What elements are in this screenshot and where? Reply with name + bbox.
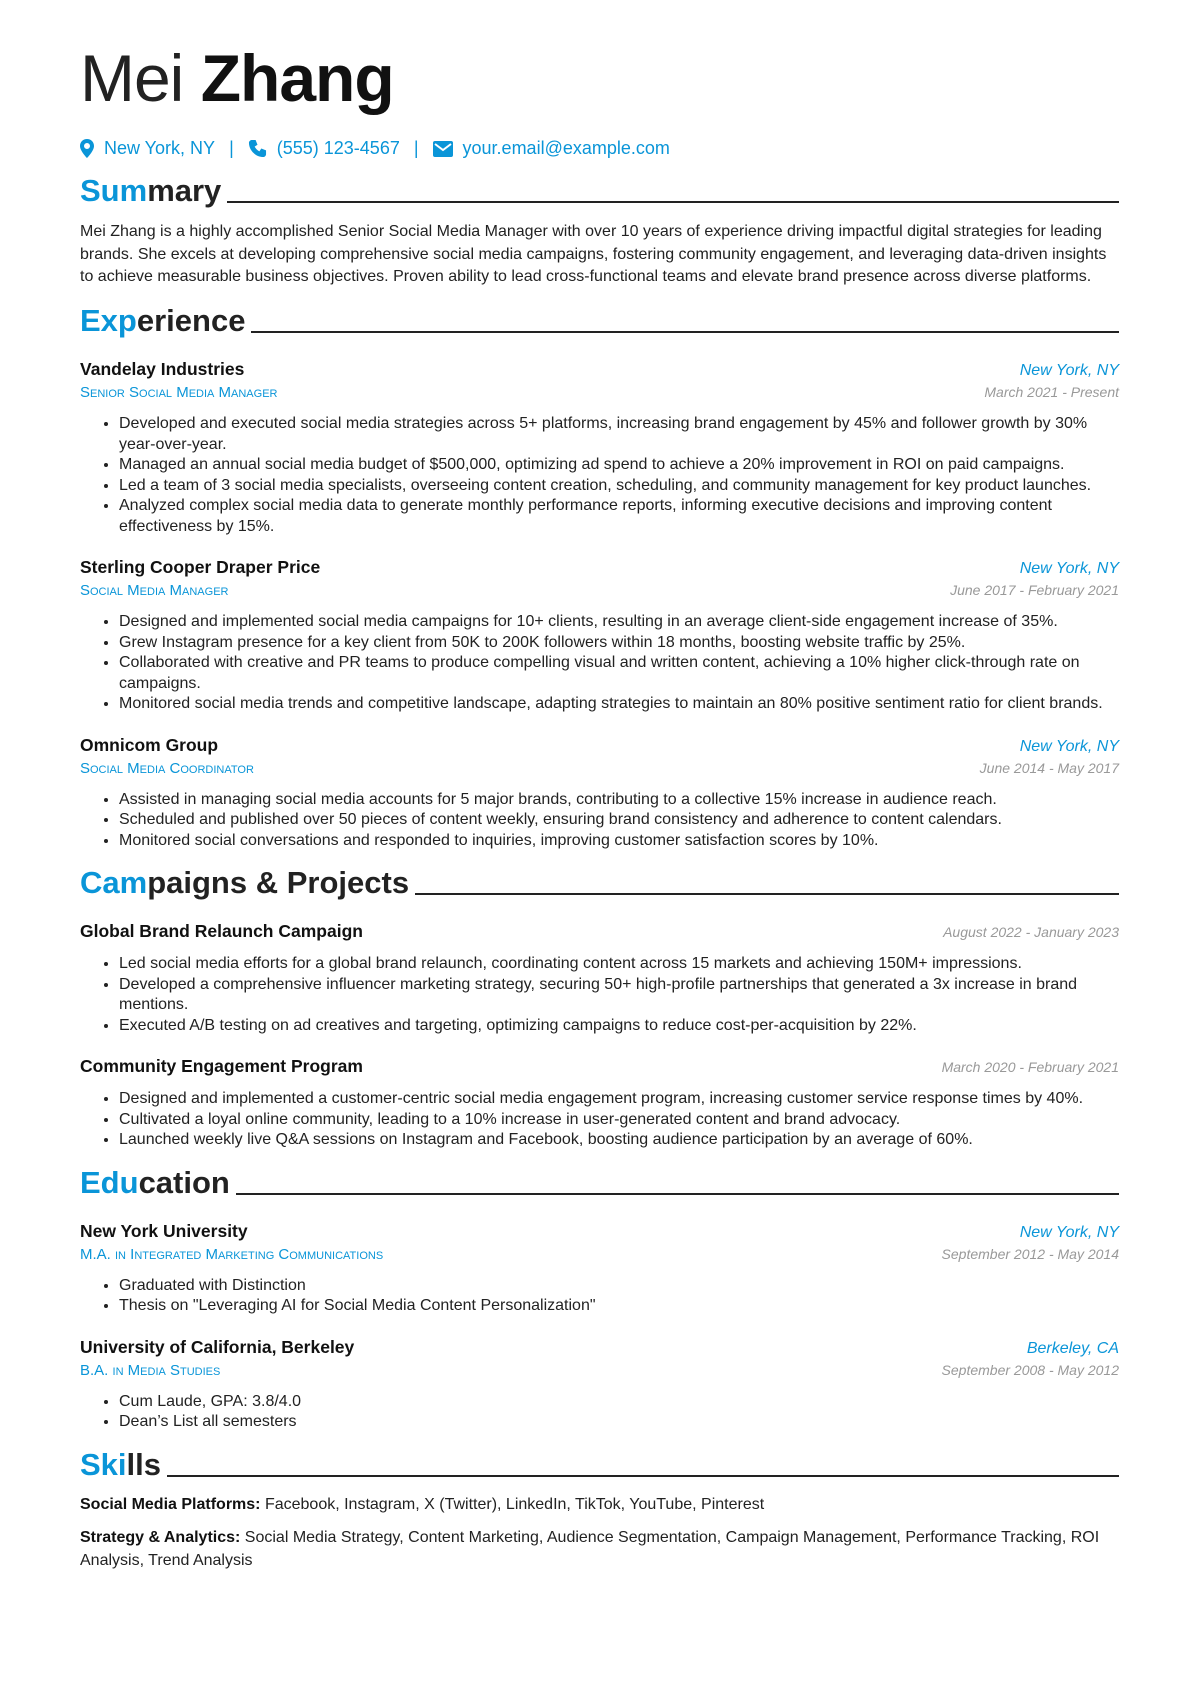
divider bbox=[251, 331, 1119, 333]
bullet-item: • Developed and executed social media strategies across 5+ platforms, increasing brand engagement by 45% and follower growth by 30% year-over-year. bbox=[119, 414, 1119, 455]
contact-location: New York, NY bbox=[104, 138, 216, 158]
bullet-item: • Cum Laude, GPA: 3.8/4.0 bbox=[119, 1392, 1119, 1413]
bullet-list bbox=[80, 1392, 1119, 1433]
summary-text: Mei Zhang is a highly accomplished Senior Social Media Manager with over 10 years of experience driving impactful digital strategies for leading brands. She excels at developing comprehensive social media campaigns, fostering community engagement, and leveraging data-driven insights to achieve measurable business objectives. Proven ability to lead cross-functional teams and elevate brand presence across diverse platforms. bbox=[80, 223, 1107, 286]
bullet-item: • Developed a comprehensive influencer marketing strategy, securing 50+ high-profile partnerships that generated a 3x increase in brand mentions. bbox=[119, 975, 1119, 1016]
bullet-item: • Led social media efforts for a global brand relaunch, coordinating content across 15 markets and achieving 150M+ impressions. bbox=[119, 954, 1119, 975]
bullet-list bbox=[80, 790, 1119, 852]
bullet-item: • Scheduled and published over 50 pieces of content weekly, ensuring brand consistency and adherence to content calendars. bbox=[119, 810, 1119, 831]
entry-date: August 2022 - January 2023 bbox=[943, 924, 1119, 941]
bullet-item: • Assisted in managing social media accounts for 5 major brands, contributing to a collective 15% increase in audience reach. bbox=[119, 790, 1119, 811]
skill-value: Facebook, Instagram, X (Twitter), LinkedIn, TikTok, YouTube, Pinterest bbox=[264, 1495, 765, 1513]
divider bbox=[167, 1475, 1119, 1477]
bullet-list bbox=[80, 612, 1119, 715]
entry-title: Omnicom Group bbox=[80, 734, 219, 755]
entry bbox=[80, 357, 1119, 537]
bullet-item: • Launched weekly live Q&A sessions on Instagram and Facebook, boosting audience participation by an average of 60%. bbox=[119, 1130, 1119, 1151]
entry bbox=[80, 919, 1119, 1036]
skill-label: Strategy & Analytics: bbox=[80, 1528, 241, 1546]
section-header-projects: Campaigns & Projects bbox=[80, 865, 1119, 901]
bullet-item: • Grew Instagram presence for a key client from 50K to 200K followers within 18 months, boosting website traffic by 25%. bbox=[119, 633, 1119, 654]
section-header-education: Education bbox=[80, 1165, 1119, 1201]
entry bbox=[80, 555, 1119, 715]
entry-role: Senior Social Media Manager bbox=[80, 384, 278, 402]
entry-role: B.A. in Media Studies bbox=[80, 1361, 221, 1379]
entry-date: September 2012 - May 2014 bbox=[941, 1245, 1119, 1262]
last-name: Zhang bbox=[200, 41, 394, 115]
bullet-item: • Designed and implemented a customer-centric social media engagement program, increasing customer service response times by 40%. bbox=[119, 1089, 1119, 1110]
entry bbox=[80, 1335, 1119, 1433]
bullet-item: • Analyzed complex social media data to generate monthly performance reports, informing executive decisions and improving content effectiveness by 15%. bbox=[119, 496, 1119, 537]
entry-location: Berkeley, CA bbox=[1026, 1339, 1119, 1357]
bullet-item: • Collaborated with creative and PR teams to produce compelling visual and written content, achieving a 10% higher click-through rate on campaigns. bbox=[119, 653, 1119, 694]
section-header-experience: Experience bbox=[80, 303, 1119, 339]
bullet-item: • Led a team of 3 social media specialists, overseeing content creation, scheduling, and community management for key product launches. bbox=[119, 476, 1119, 497]
entry-date: March 2021 - Present bbox=[984, 384, 1119, 401]
first-name: Mei bbox=[80, 41, 184, 115]
bullet-item: • Graduated with Distinction bbox=[119, 1276, 1119, 1297]
entry-date: September 2008 - May 2012 bbox=[941, 1361, 1119, 1378]
bullet-list bbox=[80, 954, 1119, 1036]
separator: | bbox=[413, 138, 419, 158]
entry-title: Community Engagement Program bbox=[80, 1056, 363, 1077]
entry-date: June 2014 - May 2017 bbox=[979, 759, 1119, 776]
entry-date: March 2020 - February 2021 bbox=[941, 1059, 1119, 1076]
bullet-item: • Monitored social media trends and competitive landscape, adapting strategies to maintain an 80% positive sentiment ratio for client brands. bbox=[119, 694, 1119, 715]
bullet-list bbox=[80, 1276, 1119, 1317]
separator: | bbox=[229, 138, 234, 158]
entry-location: New York, NY bbox=[1019, 1223, 1119, 1241]
bullet-item: • Thesis on "Leveraging AI for Social Media Content Personalization" bbox=[119, 1296, 1119, 1317]
bullet-item: • Monitored social conversations and responded to inquiries, improving customer satisfaction scores by 10%. bbox=[119, 831, 1119, 852]
entry bbox=[80, 1054, 1119, 1151]
entry bbox=[80, 733, 1119, 852]
bullet-item: • Cultivated a loyal online community, leading to a 10% increase in user-generated content and brand advocacy. bbox=[119, 1110, 1119, 1131]
name-heading bbox=[80, 40, 1119, 116]
skill-value: Social Media Strategy, Content Marketing, Audience Segmentation, Campaign Management, Performance Tracking, ROI Analysis, Trend Analysis bbox=[80, 1528, 1100, 1569]
phone-icon bbox=[248, 139, 267, 158]
experience-list bbox=[80, 357, 1119, 851]
entry-title: University of California, Berkeley bbox=[80, 1336, 355, 1357]
divider bbox=[415, 893, 1119, 895]
bullet-item: • Dean’s List all semesters bbox=[119, 1412, 1119, 1433]
skill-label: Social Media Platforms: bbox=[80, 1495, 261, 1513]
entry-role: M.A. in Integrated Marketing Communications bbox=[80, 1245, 384, 1263]
entry-role: Social Media Coordinator bbox=[80, 759, 254, 777]
divider bbox=[236, 1193, 1119, 1195]
entry-date: June 2017 - February 2021 bbox=[950, 582, 1119, 599]
contact-email[interactable]: your.email@example.com bbox=[462, 138, 670, 158]
skill-row bbox=[80, 1526, 1119, 1572]
bullet-item: • Managed an annual social media budget of $500,000, optimizing ad spend to achieve a 20% improvement in ROI on paid campaigns. bbox=[119, 455, 1119, 476]
bullet-list bbox=[80, 1089, 1119, 1151]
education-list bbox=[80, 1219, 1119, 1433]
contact-phone[interactable]: (555) 123-4567 bbox=[276, 138, 400, 158]
entry-title: Sterling Cooper Draper Price bbox=[80, 557, 321, 578]
divider bbox=[227, 201, 1119, 203]
envelope-icon bbox=[433, 141, 453, 157]
entry-role: Social Media Manager bbox=[80, 582, 229, 600]
entry-location: New York, NY bbox=[1019, 560, 1119, 578]
section-header-skills: Skills bbox=[80, 1447, 1119, 1483]
bullet-item: • Designed and implemented social media campaigns for 10+ clients, resulting in an average client-side engagement increase of 35%. bbox=[119, 612, 1119, 633]
map-pin-icon bbox=[80, 139, 94, 158]
bullet-item: • Executed A/B testing on ad creatives and targeting, optimizing campaigns to reduce cost-per-acquisition by 22%. bbox=[119, 1016, 1119, 1037]
bullet-list bbox=[80, 414, 1119, 537]
entry-location: New York, NY bbox=[1019, 737, 1119, 755]
skills-list bbox=[80, 1493, 1119, 1572]
entry-title: New York University bbox=[80, 1220, 248, 1241]
contact-line bbox=[80, 138, 1119, 159]
section-header-summary: Summary bbox=[80, 173, 1119, 209]
entry-location: New York, NY bbox=[1019, 362, 1119, 380]
entry-title: Global Brand Relaunch Campaign bbox=[80, 921, 363, 942]
entry bbox=[80, 1219, 1119, 1317]
projects-list bbox=[80, 919, 1119, 1151]
entry-title: Vandelay Industries bbox=[80, 359, 245, 380]
skill-row bbox=[80, 1493, 1119, 1516]
